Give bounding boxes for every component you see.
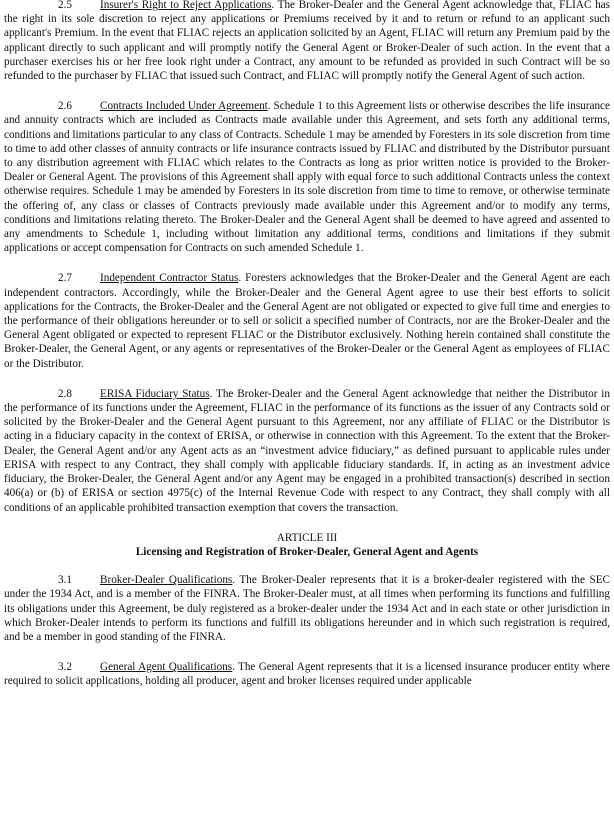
section-body: . The Broker-Dealer represents that it is a broker-dealer registered with the SEC under the 1934 Act, and is a member of the FINRA. The Broker-Dealer must, at all times when performing its functions and fulfilling its obligations under this Agreement, be duly registered as a broker-dealer under the 1934 Act and in each state or other jurisdiction in which Broker-Dealer intends to perform its functions and fulfill its obligations hereunder and in which such registration is required, and be a member in good standing of the FINRA. [4,574,610,643]
section-2-6 [4,99,610,255]
section-2-5 [4,0,610,83]
section-number: 2.7 [58,272,72,285]
section-heading: Contracts Included Under Agreement [100,100,268,113]
section-3-2 [4,660,610,688]
section-body: . The Broker-Dealer and the General Agent acknowledge that, FLIAC has the right in its sole discretion to reject any applications or Premiums received by it and to return or refund to an applicant such applicant's Premium. In the event that FLIAC rejects an application solicited by an Agent, FLIAC will return any Premium paid by the applicant directly to such applicant and will promptly notify the General Agent or Broker-Dealer of such action. In the event that a purchaser exercises his or her free look right under a Contract, any amount to be refunded as provided in such Contract will be so refunded to the purchaser by FLIAC that issued such Contract, and FLIAC will promptly notify the General Agent of such action. [4,0,611,83]
section-body: . The General Agent represents that it is a licensed insurance producer entity where required to solicit applications, holding all producer, agent and broker licenses required under applicable [4,661,610,688]
section-heading: General Agent Qualifications [100,661,233,674]
article-title: Licensing and Registration of Broker-Dealer, General Agent and Agents [135,545,479,558]
section-3-1 [4,573,610,644]
section-number: 2.6 [58,100,72,113]
section-number: 2.8 [58,387,72,400]
section-number: 3.2 [58,661,72,674]
section-body: . Foresters acknowledges that the Broker-Dealer and the General Agent are each independent contractors. Accordingly, while the Broker-Dealer and the General Agent agree to use their best efforts to solicit applications for the Contracts, the Broker-Dealer and the General Agent are not obligated or expected to give full time and energies to the performance of their obligations hereunder or to sell or solicit a specified number of Contracts, nor are the Broker-Dealer and the General Agent obligated or expected to represent FLIAC or the Distributor exclusively. Nothing herein contained shall constitute the Broker-Dealer, the General Agent, or any agents or representatives of the Broker-Dealer or the General Agent as employees of FLIAC or the Distributor. [4,272,610,370]
article-label: ARTICLE III [276,531,338,544]
section-number: 2.5 [58,0,72,11]
section-heading: Independent Contractor Status [100,272,239,285]
section-heading: Broker-Dealer Qualifications [100,574,233,587]
section-body: . The Broker-Dealer and the General Agent acknowledge that neither the Distributor in the performance of its functions under the Agreement, FLIAC in the performance of its functions as the issuer of any Contracts sold or solicited by the Broker-Dealer and the General Agent pursuant to this Agreement, nor any affiliate of FLIAC or the Distributor is acting in a fiduciary capacity in the context of ERISA, or otherwise in connection with this Agreement. To the extent that the Broker-Dealer, the General Agent and/or any Agent acts as an “investment advice fiduciary,” as defined pursuant to applicable rules under ERISA with respect to any Contract, they shall comply with applicable fiduciary standards. If, in acting as an investment advice fiduciary, the Broker-Dealer, the General Agent and/or any Agent may be engaged in a prohibited transaction(s) described in section 406(a) or (b) of ERISA or section 4975(c) of the Internal Revenue Code with respect to any Contract, they shall comply with all conditions of an applicable prohibited transaction exemption that covers the transaction. [4,387,611,514]
section-2-7 [4,271,610,370]
section-2-8 [4,387,610,515]
section-body: . Schedule 1 to this Agreement lists or otherwise describes the life insurance and annuity contracts which are included as Contracts made available under this Agreement, and sets forth any additional terms, conditions and limitations particular to any class of Contracts. Schedule 1 may be amended by Foresters in its sole discretion from time to time to add other classes of annuity contracts or life insurance contracts issued by FLIAC and distributed by the Distributor pursuant to any distribution agreement with FLIAC which relates to the Contracts as long as prior written notice is provided to the Broker-Dealer or General Agent. The provisions of this Agreement shall apply with equal force to such additional Contracts unless the context otherwise requires. Schedule 1 may be amended by Foresters in its sole discretion from time to time to remove, or otherwise terminate the offering of, any class or classes of Contracts previously made available under this Agreement and/or to modify any terms, conditions and limitations relating thereto. The Broker-Dealer and the General Agent shall be deemed to have agreed and assented to any amendments to Schedule 1, including without limitation any additional terms, conditions and limitations if they submit applications or accept compensation for Contracts on such amended Schedule 1. [4,100,610,255]
section-heading: Insurer's Right to Reject Applications [100,0,272,11]
section-heading: ERISA Fiduciary Status [100,387,210,400]
section-number: 3.1 [58,574,72,587]
